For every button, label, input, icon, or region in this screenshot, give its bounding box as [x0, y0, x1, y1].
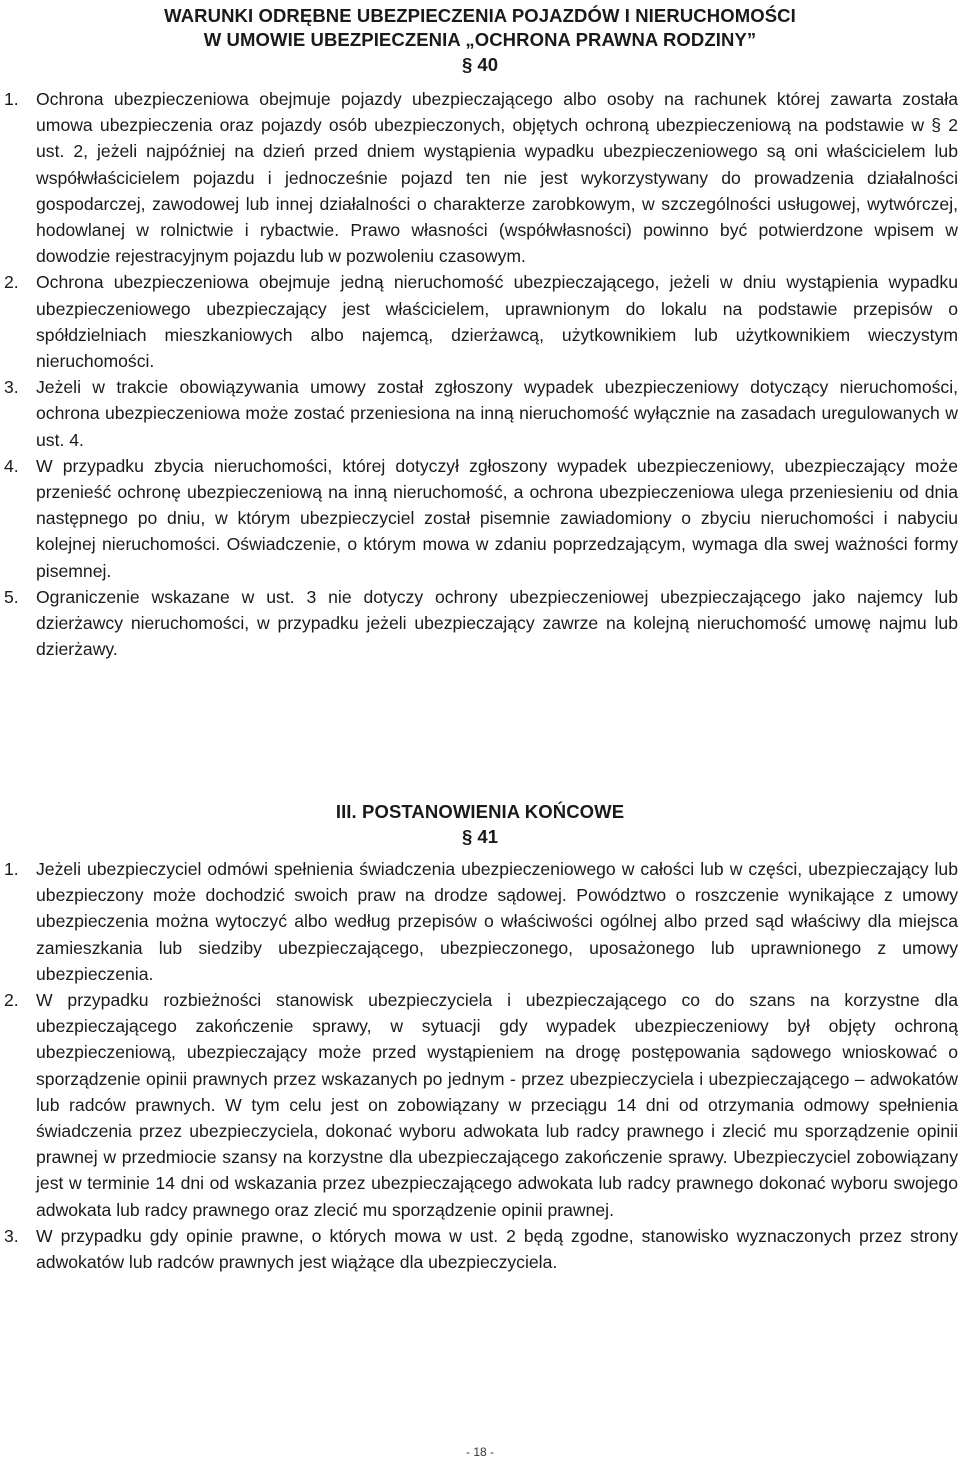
item-number: 1.: [4, 89, 19, 109]
item-number: 2.: [4, 272, 19, 293]
paragraph-40-list: [4, 86, 958, 662]
document-header: [0, 4, 960, 78]
list-item: [4, 374, 958, 453]
item-text: W przypadku gdy opinie prawne, o których mowa w ust. 2 będą zgodne, stanowisko wyznaczonych przez strony adwokatów lub radców prawnych jest wiążące dla ubezpieczyciela.: [36, 1225, 958, 1273]
list-item: [4, 987, 958, 1223]
section-mark-40: § 40: [461, 54, 498, 75]
list-item: [4, 584, 958, 663]
item-text: Ochrona ubezpieczeniowa obejmuje jedną nieruchomość ubezpieczającego, jeżeli w dniu wystąpienia wypadku ubezpieczeniowego ubezpieczający jest właścicielem, uprawnionym do lokalu na podstawie przepisów o spółdzielniach mieszkaniowych albo najemcą, dzierżawcą, użytkownikiem lub użytkownikiem wieczystym nieruchomości.: [36, 272, 958, 372]
item-number: 1.: [4, 859, 19, 879]
page-number: - 18 -: [465, 1445, 494, 1459]
list-item: [4, 269, 958, 374]
list-item: [4, 856, 958, 987]
item-number: 5.: [4, 586, 19, 607]
item-text: Jeżeli ubezpieczyciel odmówi spełnienia świadczenia ubezpieczeniowego w całości lub w części, ubezpieczający lub ubezpieczony może dochodzić swoich praw na drodze sądowej. Powództwo o roszczenie wynikające z umowy ubezpieczenia można wytoczyć albo według przepisów o właściwości ogólnej albo przed sąd właściwy dla miejsca zamieszkania lub siedziby ubezpieczającego, ubezpieczonego, uposażonego lub uprawnionego z umowy ubezpieczenia.: [36, 859, 958, 984]
item-text: Jeżeli w trakcie obowiązywania umowy został zgłoszony wypadek ubezpieczeniowy dotyczący nieruchomości, ochrona ubezpieczeniowa może zostać przeniesiona na inną nieruchomość wyłącznie na zasadach uregulowanych w ust. 4.: [36, 377, 958, 450]
section-3-header: [0, 800, 960, 850]
item-text: W przypadku rozbieżności stanowisk ubezpieczyciela i ubezpieczającego co do szans na korzystne dla ubezpieczającego zakończenie sprawy, w sytuacji gdy wypadek ubezpieczeniowy był objęty ochroną ubezpieczeniową, ubezpieczający może przed wystąpieniem na drogę postępowania sądowego wnioskować o sporządzenie opinii prawnych przez wskazanych po jednym - przez ubezpieczyciela i ubezpieczającego – adwokatów lub radców prawnych. W tym celu jest on zobowiązany w przeciągu 14 dni od otrzymania odmowy spełnienia świadczenia przez ubezpieczyciela, dokonać wyboru adwokata lub radcy prawnego i zlecić mu sporządzenie opinii prawnej w przedmiocie szansy na korzystne dla ubezpieczającego zakończenie sprawy. Ubezpieczyciel zobowiązany jest w terminie 14 dni od wskazania przez ubezpieczającego adwokata lub radcy prawnego dokonać wyboru swojego adwokata lub radcy prawnego oraz zlecić mu sporządzenie opinii prawnej.: [36, 990, 958, 1220]
item-text: Ochrona ubezpieczeniowa obejmuje pojazdy ubezpieczającego albo osoby na rachunek której zawarta została umowa ubezpieczenia oraz pojazdy osób ubezpieczonych, objętych ochroną ubezpieczeniową na podstawie w § 2 ust. 2, jeżeli najpóźniej na dzień przed dniem wystąpienia wypadku ubezpieczeniowego są oni właścicielem lub współwłaścicielem pojazdu i jednocześnie pojazd ten nie jest wykorzystywany do prowadzenia działalności gospodarczej, zawodowej lub innej działalności o charakterze zarobkowym, w szczególności usługowej, wytwórczej, hodowlanej w rolnictwie i rybactwie. Prawo własności (współwłasności) powinno być potwierdzone wpisem w dowodzie rejestracyjnym pojazdu lub w pozwoleniu czasowym.: [36, 89, 958, 267]
list-item: [4, 86, 958, 269]
section-mark-41: § 41: [461, 826, 498, 847]
list-item: [4, 1223, 958, 1275]
item-number: 3.: [4, 377, 19, 398]
document-title-line1: WARUNKI ODRĘBNE UBEZPIECZENIA POJAZDÓW I NIERUCHOMOŚCI: [164, 5, 796, 26]
item-number: 2.: [4, 990, 19, 1011]
item-text: W przypadku zbycia nieruchomości, której dotyczył zgłoszony wypadek ubezpieczeniowy, ubezpieczający może przenieść ochronę ubezpieczeniową na inną nieruchomość, a ochrona ubezpieczeniowa ulega przeniesieniu od dnia następnego po dniu, w którym ubezpieczyciel został pisemnie zawiadomiony o zbyciu nieruchomości i nabyciu kolejnej nieruchomości. Oświadczenie, o którym mowa w zdaniu poprzedzającym, wymaga dla swej ważności formy pisemnej.: [36, 455, 958, 581]
item-text: Ograniczenie wskazane w ust. 3 nie dotyczy ochrony ubezpieczeniowej ubezpieczającego jako najemcy lub dzierżawcy nieruchomości, w przypadku jeżeli ubezpieczający zawrze na kolejną nieruchomość umowę najmu lub dzierżawy.: [36, 586, 958, 660]
section-title: III. POSTANOWIENIA KOŃCOWE: [335, 801, 625, 822]
paragraph-41-list: [4, 856, 958, 1275]
item-number: 4.: [4, 455, 19, 476]
item-number: 3.: [4, 1225, 19, 1246]
list-item: [4, 453, 958, 584]
document-title-line2: W UMOWIE UBEZPIECZENIA „OCHRONA PRAWNA RODZINY”: [203, 29, 757, 50]
